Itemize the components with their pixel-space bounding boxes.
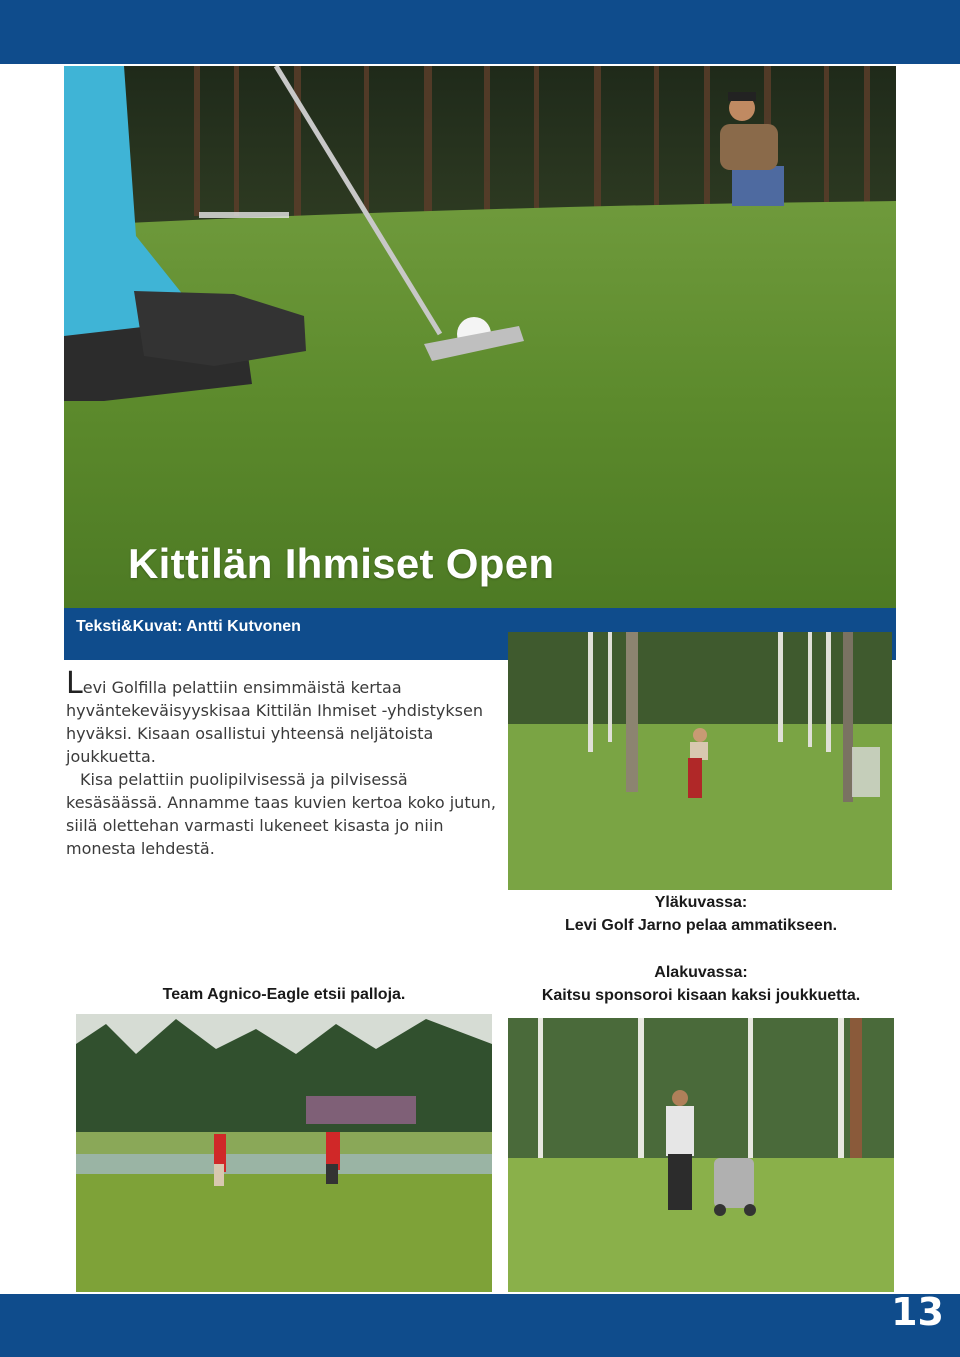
author-credit: Teksti&Kuvat: Antti Kutvonen (76, 618, 301, 635)
photo-team-searching (76, 1014, 492, 1292)
paragraph-2: Kisa pelattiin puolipilvisessä ja pilvisessä kesäsäässä. Annamme taas kuvien kertoa koko jutun, siilä olettehan varmasti lukeneet kisasta jo niin monesta lehdestä. (66, 770, 496, 858)
article-title: Kittilän Ihmiset Open (128, 540, 555, 587)
article-body (66, 666, 496, 860)
caption-upper (508, 891, 894, 937)
caption-upper-text: Levi Golf Jarno pelaa ammatikseen. (564, 917, 838, 934)
top-banner (0, 0, 960, 64)
caption-lower-text: Kaitsu sponsoroi kisaan kaksi joukkuetta. (541, 987, 861, 1004)
photo-golfer-swing (508, 632, 892, 890)
caption-lower (508, 961, 894, 1007)
paragraph-1-text: evi Golfilla pelattiin ensimmäistä kertaa hyväntekeväisyyskisaa Kittilän Ihmiset -yhdistyksen hyväksi. Kisaan osallistui yhteensä neljätoista joukkuetta. (66, 678, 483, 766)
photo-golfer-cart (508, 1018, 894, 1292)
bottom-banner (0, 1294, 960, 1357)
caption-upper-heading: Yläkuvassa: (654, 894, 748, 911)
caption-lower-heading: Alakuvassa: (654, 964, 748, 981)
paragraph-1 (66, 666, 496, 768)
hero-photo-putting (64, 66, 896, 608)
page-number: 13 (891, 1290, 944, 1334)
caption-team: Team Agnico-Eagle etsii palloja. (162, 986, 406, 1003)
drop-cap: L (66, 666, 83, 701)
